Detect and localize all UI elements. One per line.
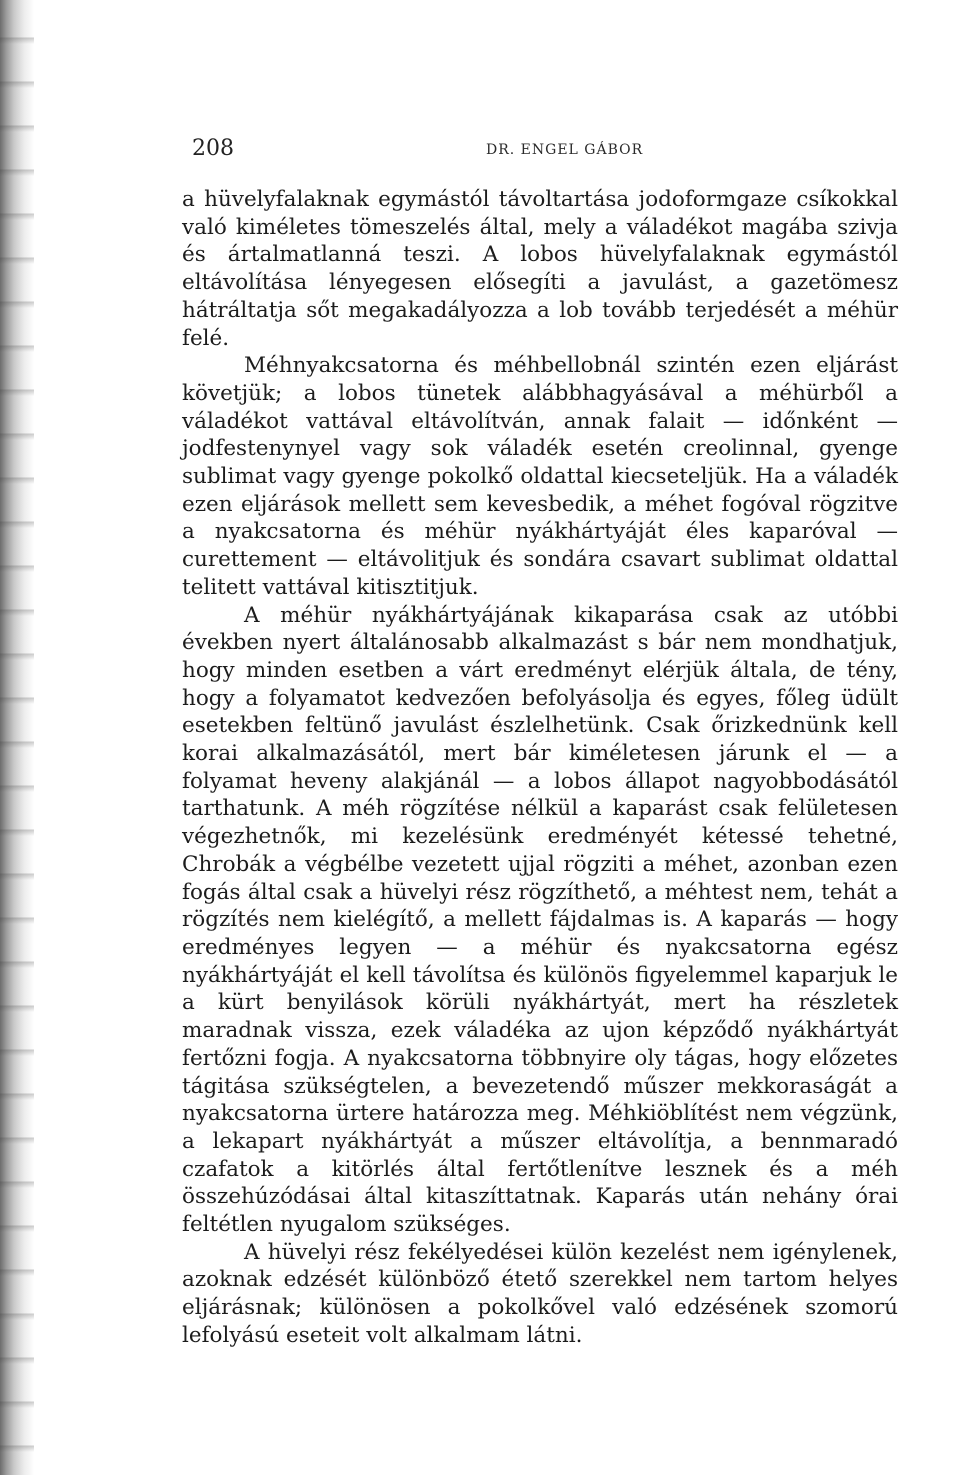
paragraph-huvelyi-resz: A hüvelyi rész fekélyedései külön kezelést nem igénylenek, azoknak edzését különböző étető szerekkel nem tartom helyes eljárásnak; különösen a pokolkővel való edzésének szomorú lefolyású eseteit volt alkalmam látni. bbox=[182, 1239, 898, 1348]
body-text bbox=[182, 186, 898, 1350]
page-number: 208 bbox=[192, 136, 234, 161]
page-header bbox=[182, 136, 898, 186]
paragraph-continuation: a hüvelyfalaknak egymástól távoltartása jodoformgaze csíkokkal való kiméletes tömeszelés által, mely a váladékot magába szivja és ártalmatlanná teszi. A lobos hüvelyfalaknak egymástól eltávolítása lényegesen elősegíti a javulást, a gazetömesz hátráltatja sőt megakadályozza a lob tovább terjedését a méhür felé. bbox=[182, 187, 898, 351]
running-head: DR. ENGEL GÁBOR bbox=[486, 142, 644, 158]
scan-binding-noise bbox=[0, 0, 34, 1475]
paragraph-kikaparas: A méhür nyákhártyájának kikaparása csak az utóbbi években nyert általánosabb alkalmazást s bár nem mondhatjuk, hogy minden esetben a várt eredményt elérjük általa, de tény, hogy a folyamatot kedvezően befolyásolja és egyes, főleg üdült esetekben feltünő javulást észlelhetünk. Csak őrizkednünk kell korai alkalmazásától, mert bár kiméletesen járunk el — a folyamat heveny alakjánál — a lobos állapot nagyobbodásától tarthatunk. A méh rögzítése nélkül a kaparást csak felületesen végezhetnők, mi kezelésünk eredményét kétessé tehetné, Chrobák a végbélbe vezetett ujjal rögziti a méhet, azonban ezen fogás által csak a hüvelyi rész rögzíthető, a méhtest nem, tehát a rögzítés nem kielégítő, a mellett fájdalmas is. A kaparás — hogy eredményes legyen — a méhür és nyakcsatorna egész nyákhártyáját el kell távolítsa és különös figyelemmel kaparjuk le a kürt benyilások körüli nyákhártyát, mert ha részletek maradnak vissza, ezek váladéka az ujon képződő nyákhártyát fertőzni fogja. A nyakcsatorna többnyire oly tágas, hogy előzetes tágitása szükségtelen, a bevezetendő műszer mekkoraságát a nyakcsatorna ürtere határozza meg. Méhkiöblítést nem végzünk, a lekapart nyákhártyát a műszer eltávolítja, a bennmaradó czafatok a kitörlés által fertőtlenítve lesznek és a méh összehúzódásai által kitaszíttatnak. Kaparás után nehány órai feltétlen nyugalom szükséges. bbox=[182, 602, 898, 1238]
paragraph-methnyakcsatorna: Méhnyakcsatorna és méhbellobnál szintén ezen eljárást követjük; a lobos tünetek alábbhagyásával a méhürből a váladékot vattával eltávolítván, annak falait — időnként — jodfestenynyel vagy sok váladék esetén creolinnal, gyenge sublimat vagy gyenge pokolkő oldattal kiecseteljük. Ha a váladék ezen eljárások mellett sem kevesbedik, a méhet fogóval rögzitve a nyakcsatorna és méhür nyákhártyáját éles kaparóval — curettement — eltávolitjuk és sondára csavart sublimat oldattal telitett vattával kitisztitjuk. bbox=[182, 353, 898, 600]
book-page bbox=[182, 136, 898, 1350]
